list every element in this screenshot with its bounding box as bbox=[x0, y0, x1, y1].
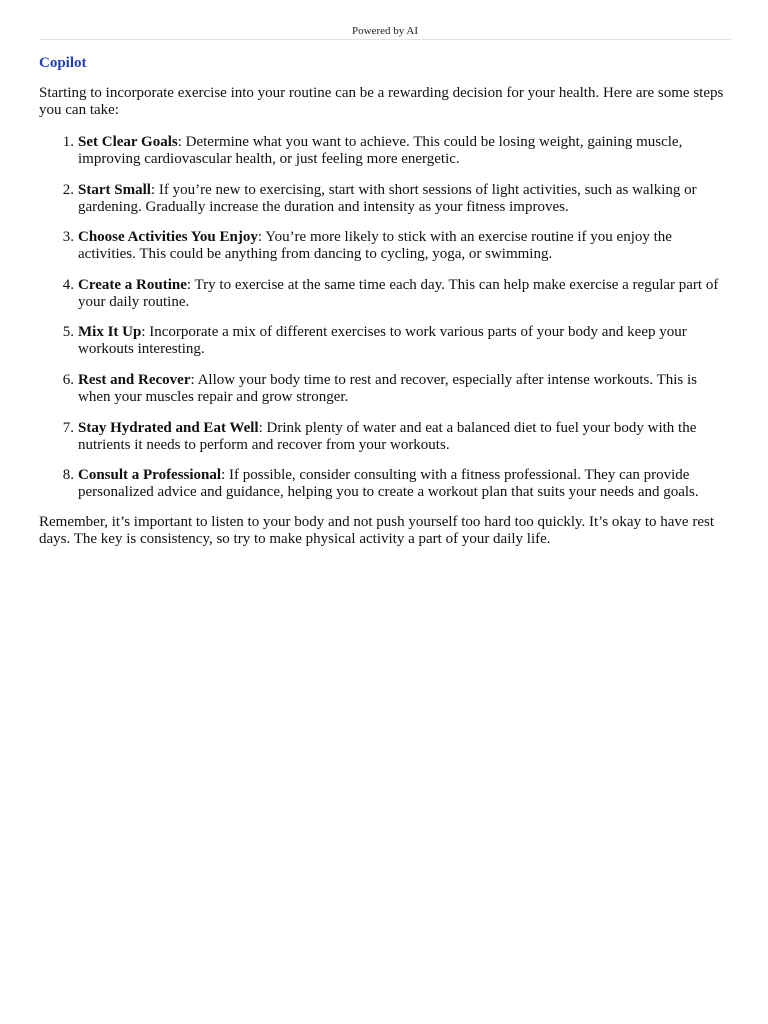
step-title: Stay Hydrated and Eat Well bbox=[78, 419, 259, 436]
step-text: : Try to exercise at the same time each day. This can help make exercise a regular part of your daily routine. bbox=[78, 276, 719, 310]
step-title: Start Small bbox=[78, 181, 151, 198]
step-text: : If you’re new to exercising, start with short sessions of light activities, such as walking or gardening. Gradually increase the duration and intensity as your fitness improves. bbox=[78, 181, 697, 215]
step-text: : You’re more likely to stick with an exercise routine if you enjoy the activities. This could be anything from dancing to cycling, yoga, or swimming. bbox=[78, 229, 672, 263]
chat-message bbox=[39, 53, 731, 548]
step-number: 2. bbox=[62, 181, 74, 198]
step-number: 5. bbox=[62, 324, 74, 341]
step-text: : Determine what you want to achieve. This could be losing weight, gaining muscle, improving cardiovascular health, or just feeling more energetic. bbox=[78, 134, 683, 167]
step-number: 7. bbox=[62, 419, 74, 436]
step-number: 3. bbox=[62, 229, 74, 246]
powered-by-header: Powered by AI bbox=[352, 25, 418, 37]
step-text: : Incorporate a mix of different exercises to work various parts of your body and keep your workouts interesting. bbox=[78, 324, 687, 358]
list-item-step-4 bbox=[39, 277, 731, 311]
closing-paragraph: Remember, it’s important to listen to your body and not push yourself too hard too quickly. It’s okay to have rest days. The key is consistency, so try to make physical activity a part of your daily life. bbox=[39, 513, 714, 547]
intro-paragraph: Starting to incorporate exercise into your routine can be a rewarding decision for your health. Here are some steps you can take: bbox=[39, 85, 724, 118]
step-number: 6. bbox=[62, 371, 74, 388]
step-title: Create a Routine bbox=[78, 276, 187, 293]
step-text: : Allow your body time to rest and recover, especially after intense workouts. This is when your muscles repair and grow stronger. bbox=[78, 371, 697, 405]
step-title: Set Clear Goals bbox=[78, 134, 178, 150]
step-number: 8. bbox=[62, 467, 74, 484]
step-number: 4. bbox=[62, 276, 74, 293]
step-title: Mix It Up bbox=[78, 324, 142, 341]
step-text: : If possible, consider consulting with a fitness professional. They can provide personalized advice and guidance, helping you to create a workout plan that suits your needs and goals. bbox=[78, 467, 699, 501]
step-number: 1. bbox=[62, 134, 74, 150]
step-text: : Drink plenty of water and eat a balanced diet to fuel your body with the nutrients it needs to perform and recover from your workouts. bbox=[78, 419, 697, 453]
list-item-step-8 bbox=[39, 467, 731, 501]
header-divider bbox=[39, 39, 731, 40]
list-item-step-5 bbox=[39, 324, 731, 358]
step-title: Choose Activities You Enjoy bbox=[78, 229, 258, 246]
step-title: Consult a Professional bbox=[78, 467, 222, 484]
list-item-step-3 bbox=[39, 229, 731, 263]
list-item-step-7 bbox=[39, 420, 731, 454]
list-item-step-2 bbox=[39, 182, 731, 216]
sender-name: Copilot bbox=[39, 55, 87, 71]
list-item-step-6 bbox=[39, 372, 731, 406]
list-item-step-1 bbox=[39, 134, 731, 168]
step-title: Rest and Recover bbox=[78, 371, 191, 388]
steps-list bbox=[39, 134, 731, 501]
